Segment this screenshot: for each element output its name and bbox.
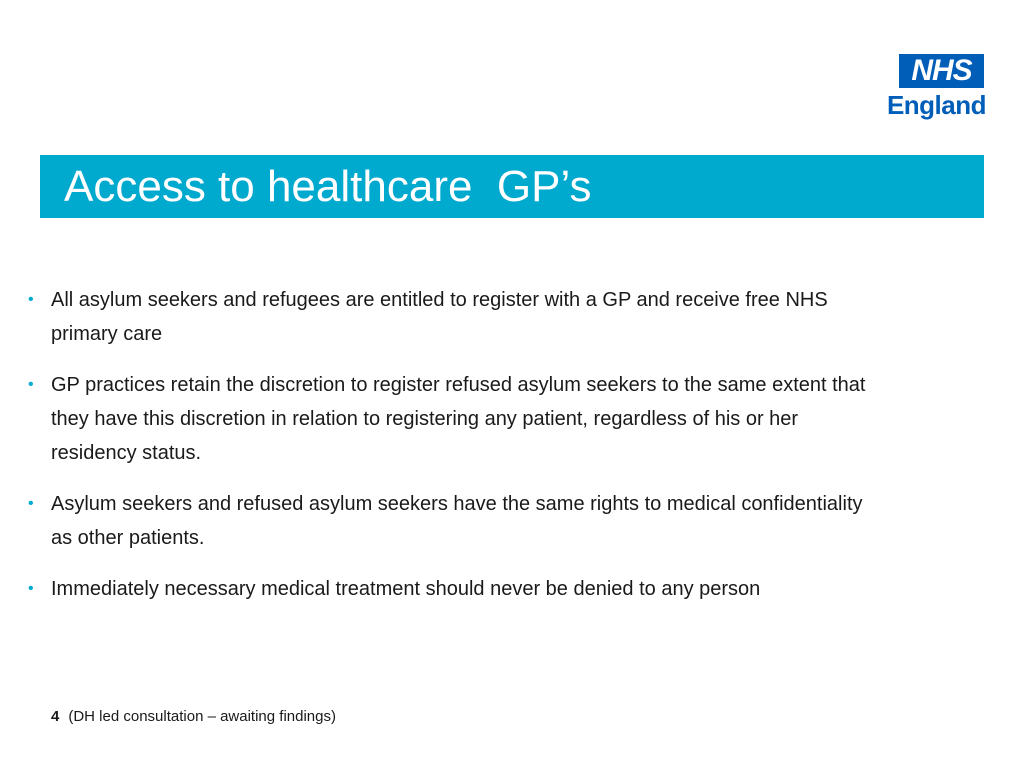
bullet-text: Asylum seekers and refused asylum seekers have the same rights to medical confidentiality as other patients. — [51, 493, 863, 549]
slide-title: Access to healthcare GP’s — [64, 162, 592, 211]
footer-note: (DH led consultation – awaiting findings) — [68, 708, 336, 725]
bullet-text: GP practices retain the discretion to register refused asylum seekers to the same extent that they have this discretion in relation to registering any patient, regardless of his or her residency status. — [51, 374, 866, 464]
bullet-item — [28, 283, 888, 351]
bullet-list — [28, 283, 888, 623]
title-bar — [40, 155, 984, 218]
bullet-item — [28, 572, 888, 606]
page-number: 4 — [51, 708, 60, 725]
bullet-dot-icon: • — [28, 291, 34, 308]
nhs-logo-wordmark: England — [886, 90, 986, 120]
bullet-item — [28, 487, 888, 555]
bullet-dot-icon: • — [28, 580, 34, 597]
nhs-logo-badge: NHS — [899, 54, 984, 88]
bullet-item — [28, 368, 888, 470]
bullet-dot-icon: • — [28, 376, 34, 393]
bullet-text: All asylum seekers and refugees are entitled to register with a GP and receive free NHS primary care — [51, 289, 828, 345]
nhs-england-logo — [874, 54, 986, 122]
bullet-text: Immediately necessary medical treatment should never be denied to any person — [51, 578, 761, 600]
slide-footer — [51, 706, 336, 728]
bullet-dot-icon: • — [28, 495, 34, 512]
